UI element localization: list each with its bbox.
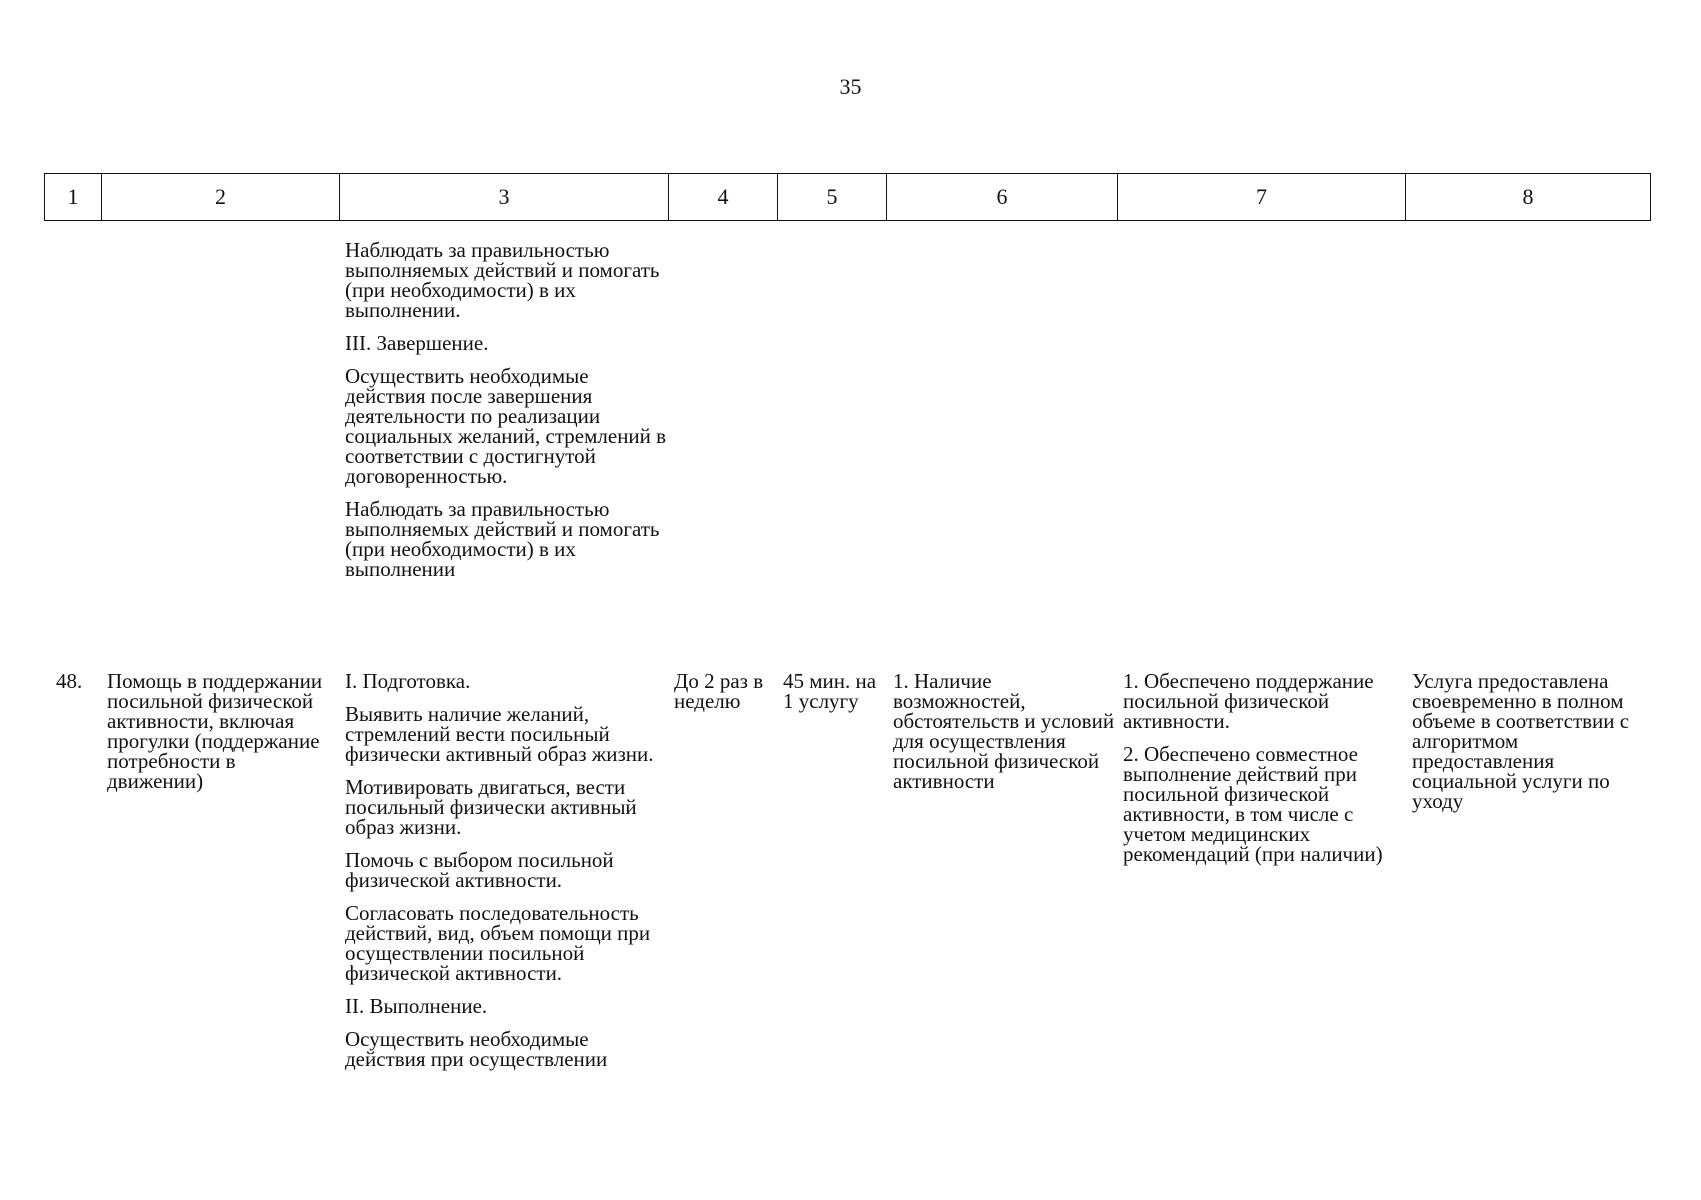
result-item: 1. Обеспечено поддержание посильной физической активности.	[1123, 669, 1374, 733]
column-header-3: 3	[340, 174, 669, 221]
periodicity: До 2 раз в неделю	[674, 669, 764, 713]
description-paragraph: Наблюдать за правильностью выполняемых действий и помогать (при необходимости) в их выполнении.	[345, 238, 660, 322]
description-paragraph: Помочь с выбором посильной физической активности.	[345, 848, 614, 892]
column-header-row	[44, 173, 1651, 221]
description-paragraph: Мотивировать двигаться, вести посильный физически активный образ жизни.	[345, 775, 637, 839]
continuation-description	[345, 240, 670, 579]
conditions: 1. Наличие возможностей, обстоятельств и условий для осуществления посильной физической активности	[893, 669, 1115, 793]
column-header-4: 4	[669, 174, 778, 221]
description-paragraph: II. Выполнение.	[345, 994, 488, 1018]
page-number: 35	[839, 74, 862, 99]
evaluation: Услуга предоставлена своевременно в полном объеме в соответствии с алгоритмом предоставления социальной услуги по уходу	[1412, 669, 1630, 813]
description-paragraph: Осуществить необходимые действия после завершения деятельности по реализации социальных желаний, стремлений в соответствии с достигнутой договоренностью.	[345, 364, 667, 488]
description-paragraph: Наблюдать за правильностью выполняемых действий и помогать (при необходимости) в их выполнении	[345, 497, 660, 581]
column-header-5: 5	[778, 174, 887, 221]
results	[1123, 671, 1413, 864]
column-header-2: 2	[102, 174, 340, 221]
time-norm: 45 мин. на 1 услугу	[783, 669, 877, 713]
result-item: 2. Обеспечено совместное выполнение действий при посильной физической активности, в том числе с учетом медицинских рекомендаций (при наличии)	[1123, 742, 1383, 866]
service-description	[345, 671, 670, 1069]
column-header-1: 1	[45, 174, 102, 221]
description-paragraph: III. Завершение.	[345, 331, 489, 355]
row-number: 48.	[56, 669, 83, 693]
description-paragraph: I. Подготовка.	[345, 669, 471, 693]
column-header-8: 8	[1406, 174, 1651, 221]
column-header-6: 6	[887, 174, 1118, 221]
description-paragraph: Согласовать последовательность действий, вид, объем помощи при осуществлении посильной физической активности.	[345, 901, 651, 985]
description-paragraph: Выявить наличие желаний, стремлений вести посильный физически активный образ жизни.	[345, 702, 654, 766]
column-header-7: 7	[1118, 174, 1406, 221]
service-name: Помощь в поддержании посильной физической активности, включая прогулки (поддержание потребности в движении)	[107, 669, 323, 793]
description-paragraph: Осуществить необходимые действия при осуществлении	[345, 1027, 608, 1071]
